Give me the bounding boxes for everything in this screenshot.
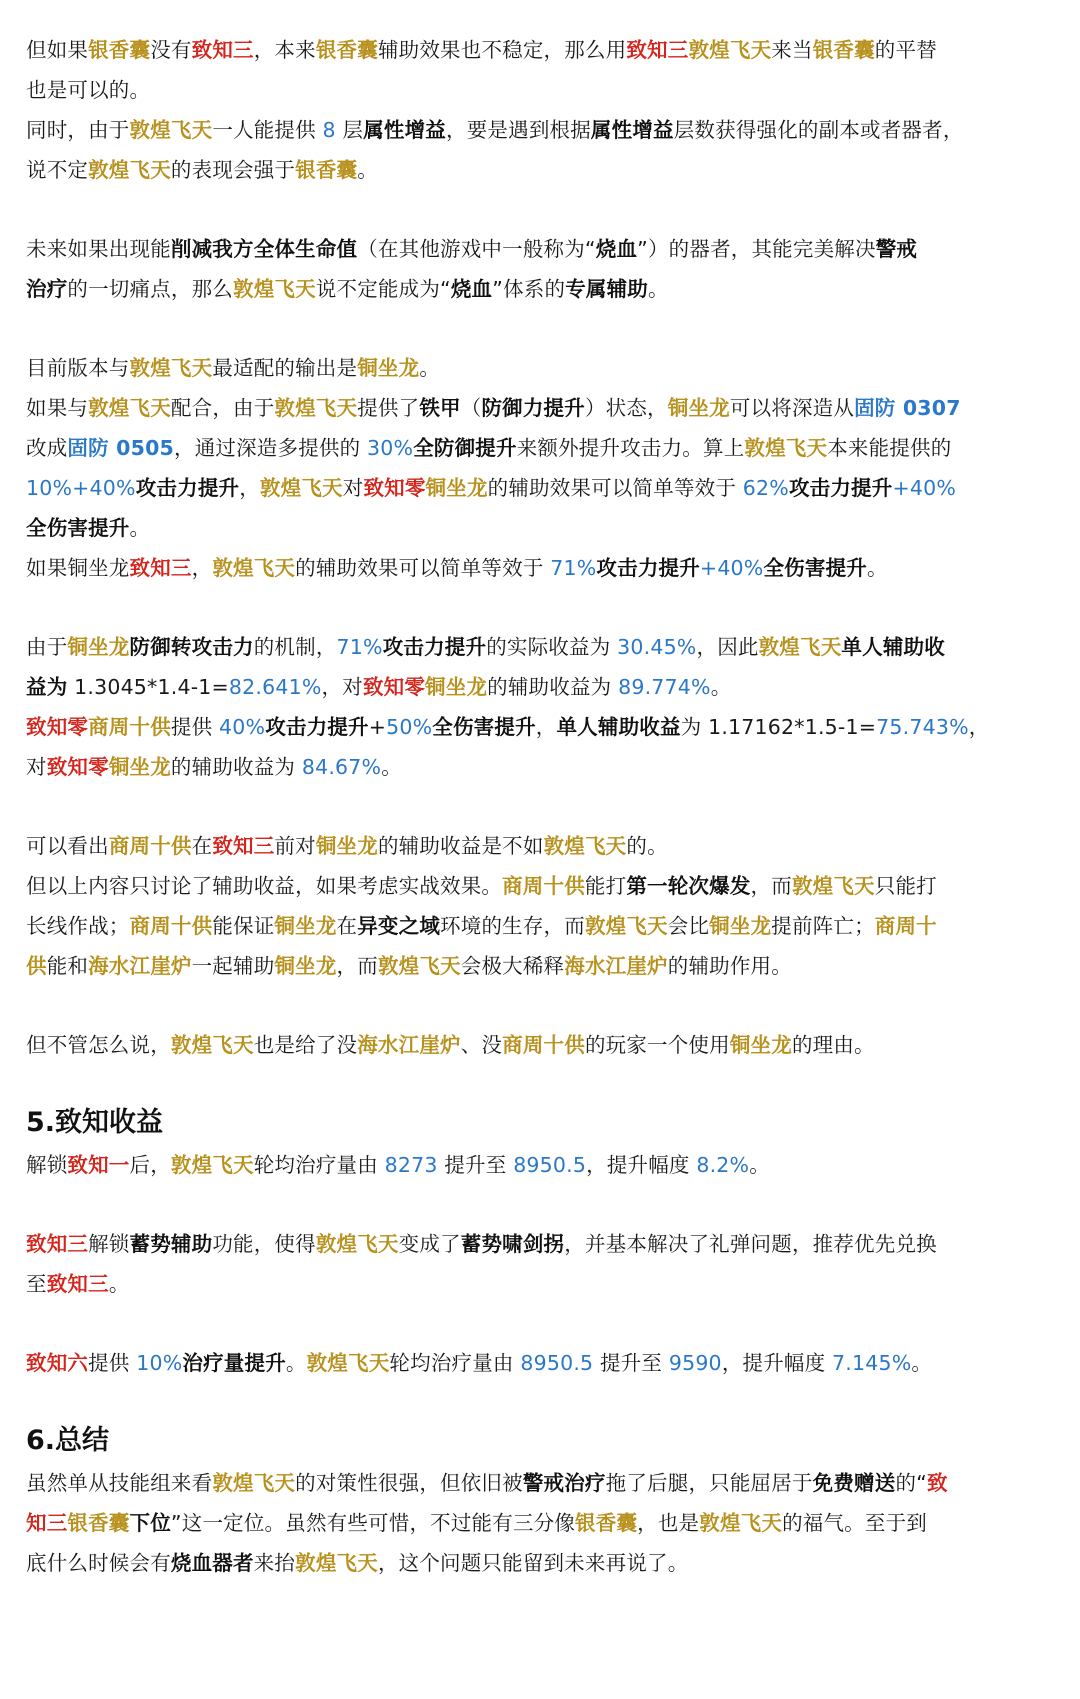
- summary-sections: [26, 1463, 1056, 1583]
- text-run: 底什么时候会有: [26, 1551, 171, 1575]
- text-run: 。: [381, 755, 402, 779]
- text-run: 解锁: [26, 1153, 68, 1177]
- text-run-gold: 敦煌飞天: [233, 277, 316, 301]
- text-run: 的辅助效果可以简单等效于: [295, 556, 551, 580]
- section-heading-6: 6.总结: [26, 1425, 110, 1456]
- text-run: 由于: [26, 635, 68, 659]
- text-run-gold: 银香囊: [575, 1511, 638, 1535]
- text-run: 能保证: [212, 914, 275, 938]
- text-run: 的福气。至于到: [782, 1511, 927, 1535]
- text-run-gold: 敦煌飞天: [170, 1153, 254, 1177]
- text-run: 轮均治疗量由: [389, 1351, 521, 1375]
- text-run: 提供: [88, 1351, 137, 1375]
- paragraph-block: [26, 229, 1056, 309]
- text-run-blue: 40%: [219, 715, 266, 739]
- text-run-b: 烧血器者: [170, 1551, 254, 1575]
- text-run-blue: 10%: [136, 1351, 183, 1375]
- text-run: 。: [866, 556, 888, 580]
- text-line: [26, 1503, 1056, 1543]
- text-run-blue: 62%: [742, 476, 789, 500]
- text-run-gold: 敦煌飞天: [543, 834, 627, 858]
- text-run-b: 全伤害提升: [432, 715, 536, 739]
- text-run: 只能打: [874, 874, 937, 898]
- text-run: 的机制，: [253, 635, 337, 659]
- text-run: 的玩家一个使用: [584, 1033, 730, 1057]
- text-run: 能打: [584, 874, 627, 898]
- text-run: 会极大稀释: [460, 954, 565, 978]
- text-run-red: 致知零: [46, 755, 109, 779]
- text-run-b: 蓄势辅助: [129, 1232, 213, 1256]
- text-run: 的辅助作用。: [667, 954, 792, 978]
- text-line: [26, 667, 1056, 707]
- text-run-gold: 银香囊: [67, 1511, 130, 1535]
- text-run: 拖了后腿，只能屈居于: [605, 1471, 813, 1495]
- text-line: [26, 70, 1056, 110]
- text-run: 提供了: [357, 396, 420, 420]
- text-run-blue: 75.743%: [876, 715, 969, 739]
- text-run: 提供: [170, 715, 220, 739]
- text-run-gold: 敦煌飞天: [306, 1351, 390, 1375]
- text-run: ，也是: [637, 1511, 700, 1535]
- paragraph-block: [26, 1463, 1056, 1583]
- text-run-blue: 71%: [336, 635, 383, 659]
- text-run: 来当: [771, 38, 813, 62]
- text-run-gold: 银香囊: [315, 38, 378, 62]
- text-run-b: 下位: [129, 1511, 171, 1535]
- text-run-gold: 商周十: [874, 914, 937, 938]
- text-line: [26, 468, 1056, 508]
- text-line: [26, 906, 1056, 946]
- text-run-blueb: 固防 0307: [854, 396, 961, 420]
- text-line: [26, 229, 1056, 269]
- text-line: [26, 1463, 1056, 1503]
- text-run-gold: 敦煌飞天: [88, 396, 171, 420]
- text-run: ，要是遇到根据: [446, 118, 591, 142]
- text-run: 但如果: [26, 38, 89, 62]
- text-run: 的辅助收益为: [170, 755, 302, 779]
- text-run-blue: +: [892, 476, 910, 500]
- text-run-blue: 9590: [668, 1351, 722, 1375]
- text-line: [26, 946, 1056, 986]
- text-run: 的实际收益为: [486, 635, 618, 659]
- text-run-blue: 71%: [550, 556, 597, 580]
- text-run-blue: 30%: [367, 436, 414, 460]
- text-run-blue: 8273: [384, 1153, 438, 1177]
- text-run-b: 全防御提升: [413, 436, 517, 460]
- text-run-gold: 敦煌飞天: [170, 1033, 254, 1057]
- text-line: [26, 110, 1056, 150]
- text-run-red: 致: [926, 1471, 948, 1495]
- text-run: 未来如果出现能: [26, 237, 171, 261]
- text-run: 的辅助收益为: [487, 675, 619, 699]
- text-run: ，: [191, 556, 213, 580]
- text-run: 环境的生存，而: [440, 914, 585, 938]
- text-line: [26, 1543, 1056, 1583]
- text-run: 轮均治疗量由: [253, 1153, 385, 1177]
- text-run: 功能，使得: [212, 1232, 316, 1256]
- text-run: ”体系的: [492, 277, 566, 301]
- text-run: 提前阵亡；: [771, 914, 875, 938]
- text-run-gold: 铜坐龙: [274, 914, 337, 938]
- text-run-blue: 40%: [909, 476, 957, 500]
- text-run: 。: [129, 516, 151, 540]
- text-run: 在: [336, 914, 358, 938]
- text-run: 一人能提供: [212, 118, 323, 142]
- text-run: 的对策性很强，但依旧被: [295, 1471, 523, 1495]
- text-run: 的辅助效果可以简单等效于: [487, 476, 743, 500]
- text-run-b: 全伤害提升: [763, 556, 867, 580]
- text-run-gold: 敦煌飞天: [791, 874, 875, 898]
- text-run: 、没: [460, 1033, 503, 1057]
- text-run: 。: [285, 1351, 307, 1375]
- text-run-red: 致知三: [46, 1272, 109, 1296]
- text-run-red: 致知三: [212, 834, 275, 858]
- text-run: ，这个问题只能留到未来再说了。: [377, 1551, 689, 1575]
- text-run: +: [368, 715, 387, 739]
- text-run-gold: 铜坐龙: [67, 635, 130, 659]
- paragraph-block: [26, 826, 1056, 986]
- text-run-gold: 银香囊: [88, 38, 151, 62]
- text-run: 没有: [150, 38, 192, 62]
- text-run-gold: 商周十供: [502, 1033, 585, 1057]
- text-run: 来抬: [253, 1551, 296, 1575]
- text-run-gold: 敦煌飞天: [584, 914, 668, 938]
- text-run: 的一切痛点，那么: [67, 277, 234, 301]
- text-run-blue: 40%: [717, 556, 764, 580]
- text-run-b: 免费赠送: [812, 1471, 896, 1495]
- text-line: [26, 348, 1056, 388]
- text-run: 说不定: [26, 158, 89, 182]
- text-run: ，而: [336, 954, 378, 978]
- text-run-b: 攻击力提升: [788, 476, 893, 500]
- text-run-gold: 商周十供: [88, 715, 171, 739]
- text-run: ，对: [321, 675, 363, 699]
- text-run-gold: 铜坐龙: [315, 834, 378, 858]
- text-line: [26, 1343, 1056, 1383]
- text-run-gold: 敦煌飞天: [212, 1471, 296, 1495]
- text-run-gold: 敦煌飞天: [758, 635, 842, 659]
- text-run: 长线作战；: [26, 914, 130, 938]
- text-run-gold: 海水江崖炉: [88, 954, 192, 978]
- text-line: [26, 388, 1056, 428]
- text-line: [26, 1224, 1056, 1264]
- text-line: [26, 269, 1056, 309]
- text-run: 提升至: [593, 1351, 669, 1375]
- text-run: 。: [108, 1272, 130, 1296]
- text-run-blue: 8.2%: [696, 1153, 750, 1177]
- text-run: 。: [419, 356, 441, 380]
- paragraph-block: [26, 627, 1056, 787]
- text-run: 的理由。: [791, 1033, 875, 1057]
- text-run-red: 致知一: [67, 1153, 130, 1177]
- text-run-blue: 84.67%: [301, 755, 382, 779]
- text-run: 。: [710, 675, 732, 699]
- text-run-gold: 铜坐龙: [425, 476, 488, 500]
- text-run-blue: 89.774%: [618, 675, 711, 699]
- text-line: [26, 548, 1056, 588]
- text-run-b: 防御转攻击力: [129, 635, 254, 659]
- text-run-gold: 铜坐龙: [357, 356, 420, 380]
- text-run-red: 致知零: [363, 476, 426, 500]
- paragraph-block: [26, 1145, 1056, 1185]
- text-run-b: 单人辅助收益: [556, 715, 681, 739]
- text-run: ，并基本解决了礼弹问题，推荐优先兑换: [564, 1232, 937, 1256]
- text-run: 对: [342, 476, 364, 500]
- text-line: [26, 707, 1056, 747]
- text-run: 前对: [274, 834, 316, 858]
- text-run-b: 烧血: [450, 277, 493, 301]
- text-run: ）状态，: [584, 396, 668, 420]
- text-run: 也是给了没: [253, 1033, 358, 1057]
- text-run-b: 削减我方全体生命值: [170, 237, 358, 261]
- text-run-gold: 敦煌飞天: [274, 396, 358, 420]
- text-run-b: 防御力提升: [481, 396, 585, 420]
- text-run-b: 属性增益: [590, 118, 674, 142]
- text-run: ，因此: [696, 635, 759, 659]
- paragraph-block: [26, 1025, 1056, 1065]
- text-run-gold: 商周十供: [129, 914, 213, 938]
- text-run-b: 益为: [26, 675, 68, 699]
- text-run-b: 治疗: [26, 277, 68, 301]
- text-run: 解锁: [88, 1232, 130, 1256]
- text-run-gold: 敦煌飞天: [377, 954, 461, 978]
- text-run-blue: 8950.5: [513, 1153, 587, 1177]
- text-line: [26, 1145, 1056, 1185]
- paragraph-block: [26, 348, 1056, 588]
- text-line: [26, 747, 1056, 787]
- text-run-blueb: 固防 0505: [67, 436, 174, 460]
- text-run: ，提升幅度: [586, 1153, 697, 1177]
- text-run-gold: 敦煌飞天: [688, 38, 772, 62]
- text-run-gold: 敦煌飞天: [129, 118, 213, 142]
- text-run-b: 全伤害提升: [26, 516, 130, 540]
- text-run: 同时，由于: [26, 118, 130, 142]
- text-run-red: 致知三: [626, 38, 689, 62]
- text-run-blue: 10%+40%: [26, 476, 136, 500]
- text-line: [26, 30, 1056, 70]
- text-run: 本来能提供的: [827, 436, 952, 460]
- text-line: [26, 866, 1056, 906]
- text-run: 能和: [46, 954, 89, 978]
- text-run-b: 警戒: [875, 237, 918, 261]
- text-run-gold: 铜坐龙: [709, 914, 772, 938]
- text-run-blue: 8950.5: [520, 1351, 594, 1375]
- text-line: [26, 1025, 1056, 1065]
- article-body: [26, 30, 1056, 1583]
- text-run: 虽然单从技能组来看: [26, 1471, 213, 1495]
- text-run-blue: 82.641%: [228, 675, 322, 699]
- paragraph-block: [26, 1224, 1056, 1304]
- text-run: ，提升幅度: [721, 1351, 833, 1375]
- text-line: [26, 826, 1056, 866]
- text-run-blue: 7.145%: [832, 1351, 912, 1375]
- text-run-gold: 供: [26, 954, 47, 978]
- text-run: 改成: [26, 436, 68, 460]
- text-run: 可以将深造从: [729, 396, 855, 420]
- text-run: 也是可以的。: [26, 78, 151, 102]
- text-run: （: [460, 396, 482, 420]
- text-run-gold: 敦煌飞天: [129, 356, 213, 380]
- text-run-gold: 铜坐龙: [108, 755, 171, 779]
- text-run: 。: [357, 158, 378, 182]
- text-run-gold: 敦煌飞天: [88, 158, 171, 182]
- text-run-gold: 敦煌飞天: [315, 1232, 399, 1256]
- paragraph-block: [26, 1343, 1056, 1383]
- text-run: 目前版本与: [26, 356, 130, 380]
- text-run-blue: 30.45%: [617, 635, 697, 659]
- text-run-gold: 商周十供: [108, 834, 192, 858]
- text-line: [26, 1264, 1056, 1304]
- text-run-gold: 海水江崖炉: [564, 954, 668, 978]
- text-run-red: 致知三: [26, 1232, 89, 1256]
- text-run: （在其他游戏中一般称为“: [357, 237, 596, 261]
- text-run: 但不管怎么说，: [26, 1033, 171, 1057]
- text-run-b: 属性增益: [363, 118, 447, 142]
- text-run: ，而: [750, 874, 792, 898]
- text-run-gold: 敦煌飞天: [295, 1551, 378, 1575]
- text-run-b: 攻击力提升: [382, 635, 487, 659]
- text-run-gold: 铜坐龙: [729, 1033, 792, 1057]
- text-run: ，: [535, 715, 557, 739]
- text-run-red: 致知零: [362, 675, 426, 699]
- text-run: ，通过深造多提供的: [174, 436, 368, 460]
- text-run-b: 攻击力提升: [265, 715, 369, 739]
- text-run-red: 致知零: [26, 715, 89, 739]
- text-run-gold: 敦煌飞天: [212, 556, 296, 580]
- text-run-b: 异变之域: [357, 914, 441, 938]
- text-run-red: 致知六: [26, 1351, 89, 1375]
- text-run: 层: [335, 118, 364, 142]
- text-run-red: 知三: [26, 1511, 68, 1535]
- text-line: [26, 428, 1056, 468]
- text-run: 配合，由于: [170, 396, 275, 420]
- text-run: 为 1.17162*1.5-1=: [680, 715, 877, 739]
- text-run: 说不定能成为“: [315, 277, 451, 301]
- text-run: 至: [26, 1272, 47, 1296]
- text-run: 变成了: [398, 1232, 461, 1256]
- text-run: ”）的器者，其能完美解决: [637, 237, 876, 261]
- text-run: ，: [239, 476, 260, 500]
- text-run: ，本来: [253, 38, 316, 62]
- text-run: ”这一定位。虽然有些可惜，不过能有三分像: [170, 1511, 576, 1535]
- text-run-gold: 商周十供: [502, 874, 585, 898]
- text-line: [26, 150, 1056, 190]
- text-run: 的“: [895, 1471, 927, 1495]
- text-run: 一起辅助: [191, 954, 275, 978]
- text-run: ，: [968, 715, 990, 739]
- text-run-gold: 敦煌飞天: [744, 436, 828, 460]
- text-run: 来额外提升攻击力。算上: [516, 436, 745, 460]
- text-run-blue: 50%: [386, 715, 433, 739]
- text-run-red: 致知三: [191, 38, 254, 62]
- paragraph-block: [26, 30, 1056, 190]
- text-run-b: 蓄势啸剑拐: [460, 1232, 565, 1256]
- text-run-gold: 敦煌飞天: [699, 1511, 783, 1535]
- text-run: 的平替: [874, 38, 937, 62]
- text-run: 的辅助收益是不如: [377, 834, 544, 858]
- text-run: 但以上内容只讨论了辅助收益，如果考虑实战效果。: [26, 874, 503, 898]
- text-run: 1.3045*1.4-1=: [67, 675, 229, 699]
- text-run: 可以看出: [26, 834, 109, 858]
- text-run: 。: [911, 1351, 933, 1375]
- text-line: [26, 627, 1056, 667]
- text-run-gold: 铜坐龙: [425, 675, 488, 699]
- text-run: 如果与: [26, 396, 89, 420]
- text-run-gold: 银香囊: [812, 38, 875, 62]
- text-run: 辅助效果也不稳定，那么用: [377, 38, 627, 62]
- text-run-gold: 银香囊: [295, 158, 358, 182]
- text-run-red: 致知三: [129, 556, 192, 580]
- text-run-b: 警戒治疗: [522, 1471, 606, 1495]
- text-run-gold: 海水江崖炉: [357, 1033, 461, 1057]
- text-run-blue: +: [699, 556, 718, 580]
- text-run-blue: 8: [322, 118, 336, 142]
- text-run-b: 治疗量提升: [182, 1351, 286, 1375]
- section-heading-5: 5.致知收益: [26, 1107, 164, 1138]
- text-run-b: 第一轮次爆发: [626, 874, 751, 898]
- text-run: 提升至: [437, 1153, 514, 1177]
- text-run: 如果铜坐龙: [26, 556, 130, 580]
- text-run-b: 铁甲: [419, 396, 461, 420]
- text-run-b: 专属辅助: [565, 277, 648, 301]
- text-run: 。: [648, 277, 669, 301]
- zhizhi-sections: [26, 1145, 1056, 1383]
- text-run-b: 攻击力提升: [596, 556, 700, 580]
- text-run: 对: [26, 755, 47, 779]
- text-run: 最适配的输出是: [212, 356, 358, 380]
- text-run: 在: [191, 834, 213, 858]
- text-run-b: 单人辅助收: [841, 635, 945, 659]
- text-line: [26, 508, 1056, 548]
- text-run: 层数获得强化的副本或者器者，: [673, 118, 964, 142]
- text-run-b: 烧血: [595, 237, 638, 261]
- text-run-gold: 铜坐龙: [667, 396, 730, 420]
- text-run: 后，: [129, 1153, 171, 1177]
- text-run-gold: 敦煌飞天: [259, 476, 343, 500]
- text-run: 会比: [667, 914, 710, 938]
- text-run: 的表现会强于: [170, 158, 296, 182]
- text-run: 的。: [626, 834, 668, 858]
- text-run: 。: [749, 1153, 770, 1177]
- analysis-sections: [26, 30, 1056, 1065]
- text-run-b: 攻击力提升: [135, 476, 240, 500]
- text-run-gold: 铜坐龙: [274, 954, 337, 978]
